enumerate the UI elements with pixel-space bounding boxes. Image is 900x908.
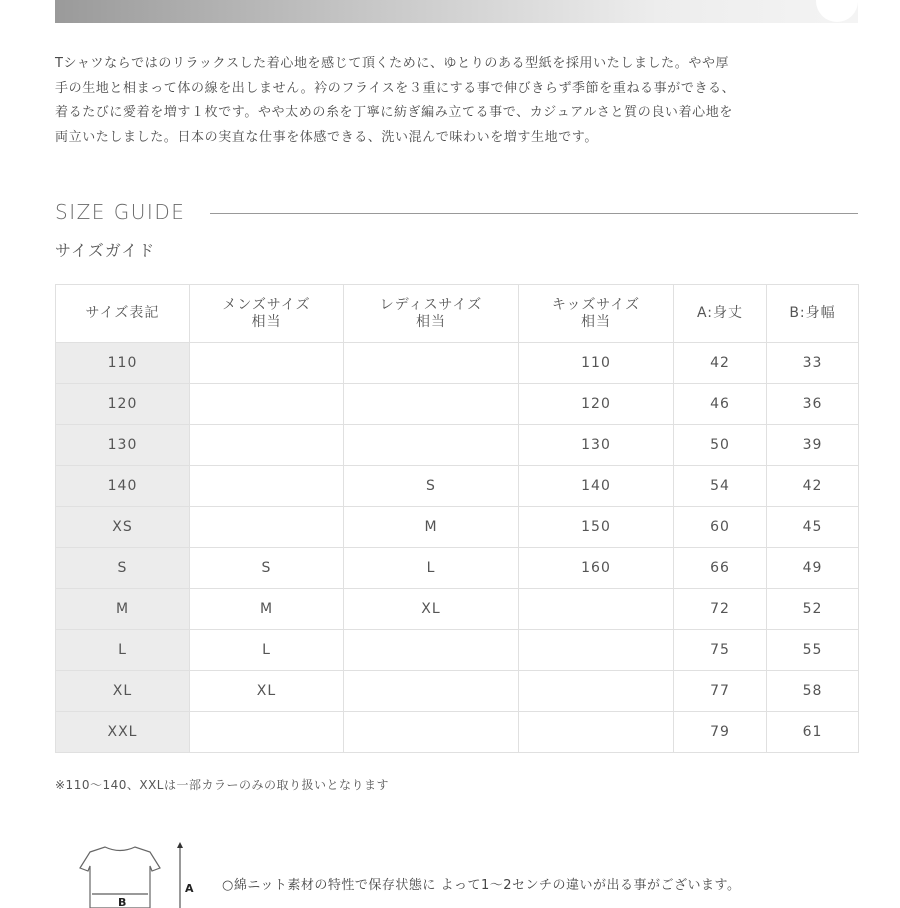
table-cell: XL <box>190 671 344 712</box>
table-cell: 110 <box>56 343 190 384</box>
table-cell: XXL <box>56 712 190 753</box>
table-cell: 46 <box>674 384 767 425</box>
table-cell <box>519 589 674 630</box>
table-cell: XL <box>344 589 519 630</box>
table-cell: M <box>56 589 190 630</box>
table-cell: 33 <box>767 343 859 384</box>
table-row <box>56 507 859 548</box>
table-cell: 75 <box>674 630 767 671</box>
table-cell <box>519 671 674 712</box>
table-cell: 55 <box>767 630 859 671</box>
header-size-label: サイズ表記 <box>56 285 190 343</box>
table-row <box>56 630 859 671</box>
table-cell: 39 <box>767 425 859 466</box>
table-cell <box>344 425 519 466</box>
table-cell: 45 <box>767 507 859 548</box>
table-cell <box>344 630 519 671</box>
table-cell: S <box>56 548 190 589</box>
table-cell: 50 <box>674 425 767 466</box>
table-cell: 42 <box>674 343 767 384</box>
header-ladies-size: レディスサイズ 相当 <box>344 285 519 343</box>
table-cell: 79 <box>674 712 767 753</box>
table-cell <box>344 343 519 384</box>
table-cell <box>519 630 674 671</box>
size-guide-title: SIZE GUIDE <box>55 200 186 224</box>
table-cell <box>344 712 519 753</box>
table-cell <box>190 425 344 466</box>
header-width: B:身幅 <box>767 285 859 343</box>
table-row <box>56 466 859 507</box>
table-cell: 110 <box>519 343 674 384</box>
header-mens-size: メンズサイズ 相当 <box>190 285 344 343</box>
table-row <box>56 589 859 630</box>
table-row <box>56 548 859 589</box>
table-cell <box>190 712 344 753</box>
table-cell: 130 <box>519 425 674 466</box>
title-divider <box>210 213 858 214</box>
table-cell: 150 <box>519 507 674 548</box>
table-row <box>56 671 859 712</box>
table-cell: 42 <box>767 466 859 507</box>
table-row <box>56 343 859 384</box>
intro-line: 両立いたしました。日本の実直な仕事を体感できる、洗い混んで味わいを増す生地です。 <box>55 129 598 145</box>
table-cell: 130 <box>56 425 190 466</box>
intro-line: 着るたびに愛着を増す１枚です。やや太めの糸を丁寧に紡ぎ編み立てる事で、カジュアルさと質の良い着心地を <box>55 105 733 120</box>
table-cell: S <box>190 548 344 589</box>
table-header-row <box>56 285 859 343</box>
intro-line: 手の生地と相まって体の線を出しません。衿のフライスを３重にする事で伸びきらず季節を重ねる事ができる、 <box>55 80 736 96</box>
table-cell: XL <box>56 671 190 712</box>
label-a: A <box>185 882 194 895</box>
table-cell: 49 <box>767 548 859 589</box>
table-cell: L <box>190 630 344 671</box>
table-cell: 120 <box>519 384 674 425</box>
top-banner <box>55 0 858 23</box>
table-cell: 72 <box>674 589 767 630</box>
table-cell <box>190 466 344 507</box>
footnote: ※110〜140、XXLは一部カラーのみの取り扱いとなります <box>55 778 389 792</box>
table-cell: 120 <box>56 384 190 425</box>
table-cell <box>344 384 519 425</box>
table-cell <box>190 384 344 425</box>
table-cell <box>190 343 344 384</box>
intro-text <box>55 52 860 150</box>
care-note: ○綿ニット素材の特性で保存状態に よって1〜2センチの違いが出る事がございます。 <box>222 878 741 893</box>
table-cell <box>519 712 674 753</box>
table-cell: 61 <box>767 712 859 753</box>
table-cell: L <box>56 630 190 671</box>
table-cell <box>344 671 519 712</box>
size-table <box>55 284 859 753</box>
table-cell: XS <box>56 507 190 548</box>
label-b: B <box>118 896 127 908</box>
table-cell: 77 <box>674 671 767 712</box>
table-cell: L <box>344 548 519 589</box>
table-cell: M <box>190 589 344 630</box>
header-length: A:身丈 <box>674 285 767 343</box>
table-row <box>56 712 859 753</box>
table-row <box>56 425 859 466</box>
intro-line: Tシャツならではのリラックスした着心地を感じて頂くために、ゆとりのある型紙を採用いたしました。やや厚 <box>55 56 730 71</box>
table-cell: 140 <box>519 466 674 507</box>
table-cell: 36 <box>767 384 859 425</box>
table-cell: 160 <box>519 548 674 589</box>
table-cell: 54 <box>674 466 767 507</box>
table-cell: 52 <box>767 589 859 630</box>
table-cell: 140 <box>56 466 190 507</box>
table-cell <box>190 507 344 548</box>
table-cell: 58 <box>767 671 859 712</box>
tshirt-diagram <box>60 838 200 908</box>
table-cell: 60 <box>674 507 767 548</box>
table-cell: 66 <box>674 548 767 589</box>
size-guide-subtitle: サイズガイド <box>55 241 156 260</box>
table-cell: S <box>344 466 519 507</box>
table-row <box>56 384 859 425</box>
header-kids-size: キッズサイズ 相当 <box>519 285 674 343</box>
table-cell: M <box>344 507 519 548</box>
